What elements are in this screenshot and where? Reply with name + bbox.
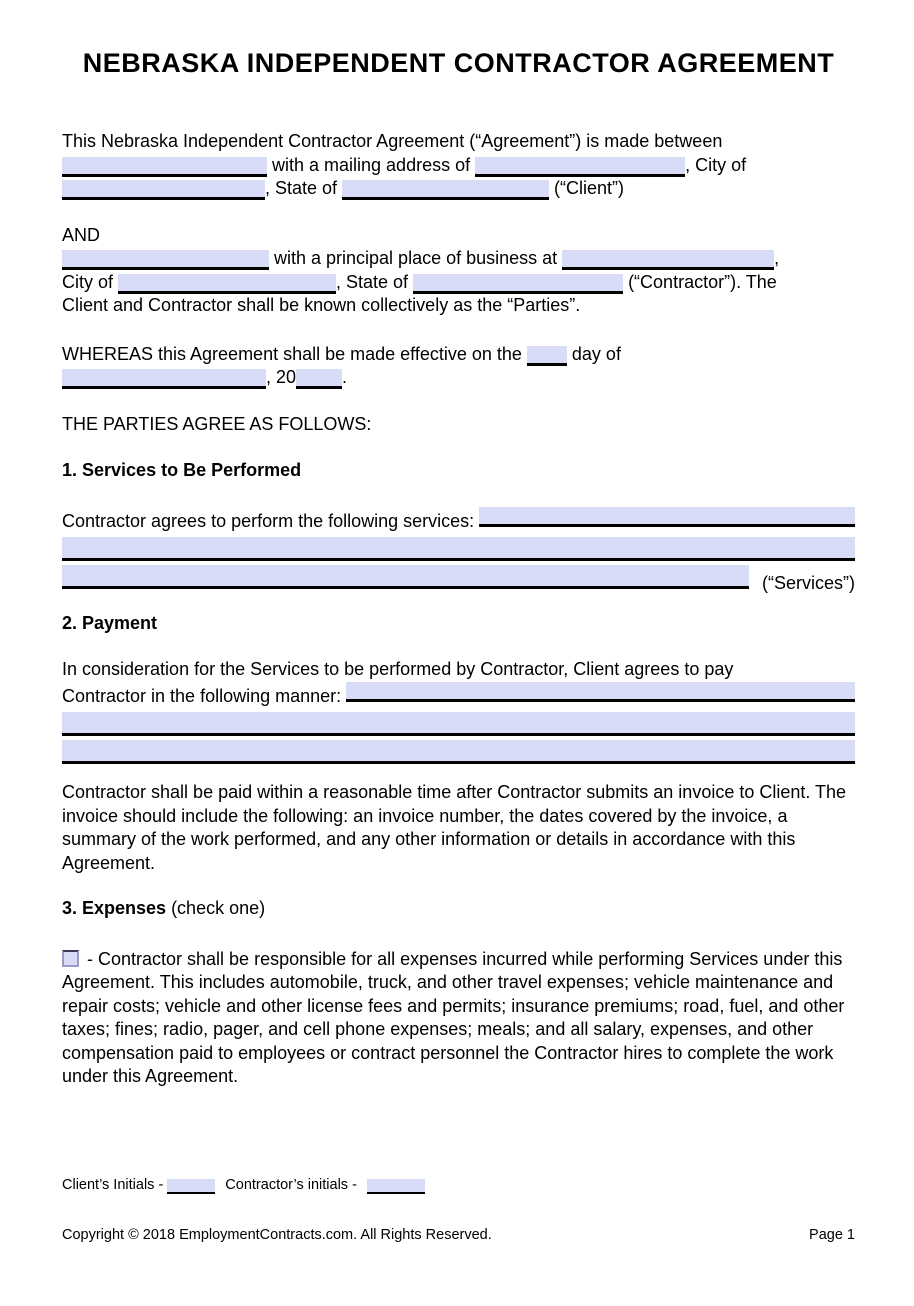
effective-year-field[interactable] xyxy=(296,369,342,389)
payment-line-4 xyxy=(62,740,855,764)
section3-heading-bold: 3. Expenses xyxy=(62,898,167,918)
invoice-paragraph xyxy=(62,781,855,875)
and-line-4 xyxy=(62,294,855,318)
effective-month-field[interactable] xyxy=(62,369,266,389)
and-paragraph xyxy=(62,224,855,318)
and-text-6: Client and Contractor shall be known collectively as the “Parties”. xyxy=(62,295,581,315)
intro-line-1 xyxy=(62,130,855,154)
and-label: AND xyxy=(62,224,101,245)
services-field-line3[interactable] xyxy=(62,565,749,589)
whereas-text-2: day of xyxy=(566,343,621,364)
client-state-field[interactable] xyxy=(342,180,549,200)
intro-paragraph xyxy=(62,130,855,201)
payment-line-3 xyxy=(62,712,855,736)
whereas-text-4: . xyxy=(342,367,348,387)
and-text-4: , State of xyxy=(336,271,414,292)
payment-manner-field-line1[interactable] xyxy=(346,682,855,702)
section1-heading: 1. Services to Be Performed xyxy=(62,460,302,480)
intro-text-1: This Nebraska Independent Contractor Agreement (“Agreement”) is made between xyxy=(62,131,723,151)
expenses-checkbox[interactable] xyxy=(62,950,79,967)
intro-line-2 xyxy=(62,154,855,178)
contractor-initials-field[interactable] xyxy=(367,1179,425,1194)
services-suffix-text: (“Services”) xyxy=(757,573,855,593)
and-text-3: City of xyxy=(62,271,119,292)
and-text-5: (“Contractor”). The xyxy=(623,271,777,292)
whereas-text-1: WHEREAS this Agreement shall be made effective on the xyxy=(62,343,527,364)
and-text-2: , xyxy=(774,248,780,268)
services-line-1 xyxy=(62,507,855,534)
page-number: Page 1 xyxy=(809,1226,855,1243)
payment-text-2: Contractor in the following manner: xyxy=(62,685,347,706)
services-line-3 xyxy=(62,565,855,596)
client-mailing-address-field[interactable] xyxy=(475,157,685,177)
intro-line-3 xyxy=(62,177,855,201)
client-name-field[interactable] xyxy=(62,157,267,177)
whereas-line-2 xyxy=(62,366,855,390)
payment-line-2 xyxy=(62,682,855,709)
services-intro-text: Contractor agrees to perform the following services: xyxy=(62,510,480,531)
services-field-line2[interactable] xyxy=(62,537,855,561)
and-line-2 xyxy=(62,247,855,271)
client-initials-field[interactable] xyxy=(167,1179,215,1194)
payment-manner-field-line3[interactable] xyxy=(62,740,855,764)
client-initials-label: Client’s Initials - xyxy=(62,1176,168,1193)
expenses-option-1 xyxy=(62,948,855,1089)
section2-heading: 2. Payment xyxy=(62,612,158,633)
copyright-text: Copyright © 2018 EmploymentContracts.com. All Rights Reserved. xyxy=(62,1226,492,1243)
section1-paragraph xyxy=(62,507,855,596)
whereas-line-1 xyxy=(62,343,855,367)
payment-manner-field-line2[interactable] xyxy=(62,712,855,736)
invoice-text: Contractor shall be paid within a reasonable time after Contractor submits an invoice to Client. The invoice should include the following: an invoice number, the dates covered by the invoice, a summary of the work performed, and any other information or details in accordance with this Agreement. xyxy=(62,782,847,873)
section3-heading xyxy=(62,897,855,921)
services-line-2 xyxy=(62,537,855,561)
expenses-option-1-text: - Contractor shall be responsible for all expenses incurred while performing Services under this Agreement. This includes automobile, truck, and other travel expenses; vehicle maintenance and repair costs; vehicle and other license fees and permits; insurance premiums; road, fuel, and other taxes; fines; radio, pager, and cell phone expenses; meals; and all salary, expenses, and other compensation paid to employees or contract personnel the Contractor hires to complete the work under this Agreement. xyxy=(62,948,845,1086)
intro-text-2: with a mailing address of xyxy=(267,154,476,175)
services-field-line1[interactable] xyxy=(479,507,855,527)
and-text-1: with a principal place of business at xyxy=(269,248,563,268)
copyright-row xyxy=(62,1225,855,1245)
intro-text-5: (“Client”) xyxy=(549,178,625,198)
payment-text-1: In consideration for the Services to be performed by Contractor, Client agrees to pay xyxy=(62,659,734,679)
document-page xyxy=(0,48,914,1245)
whereas-text-3: , 20 xyxy=(266,367,297,387)
whereas-paragraph xyxy=(62,343,855,390)
and-line-3 xyxy=(62,271,855,295)
initials-row xyxy=(62,1175,855,1196)
contractor-address-field[interactable] xyxy=(562,250,774,270)
intro-text-4: , State of xyxy=(265,178,343,198)
agree-heading: THE PARTIES AGREE AS FOLLOWS: xyxy=(62,413,372,434)
payment-line-1 xyxy=(62,658,855,682)
client-city-field[interactable] xyxy=(62,180,265,200)
intro-text-3: , City of xyxy=(685,154,747,175)
contractor-initials-label: Contractor’s initials - xyxy=(225,1176,361,1193)
contractor-state-field[interactable] xyxy=(413,274,623,294)
section2-paragraph xyxy=(62,658,855,764)
contractor-city-field[interactable] xyxy=(118,274,336,294)
document-title: NEBRASKA INDEPENDENT CONTRACTOR AGREEMENT xyxy=(82,48,835,78)
contractor-name-field[interactable] xyxy=(62,250,269,270)
section3-heading-suffix: (check one) xyxy=(166,898,266,918)
effective-day-field[interactable] xyxy=(527,346,567,366)
